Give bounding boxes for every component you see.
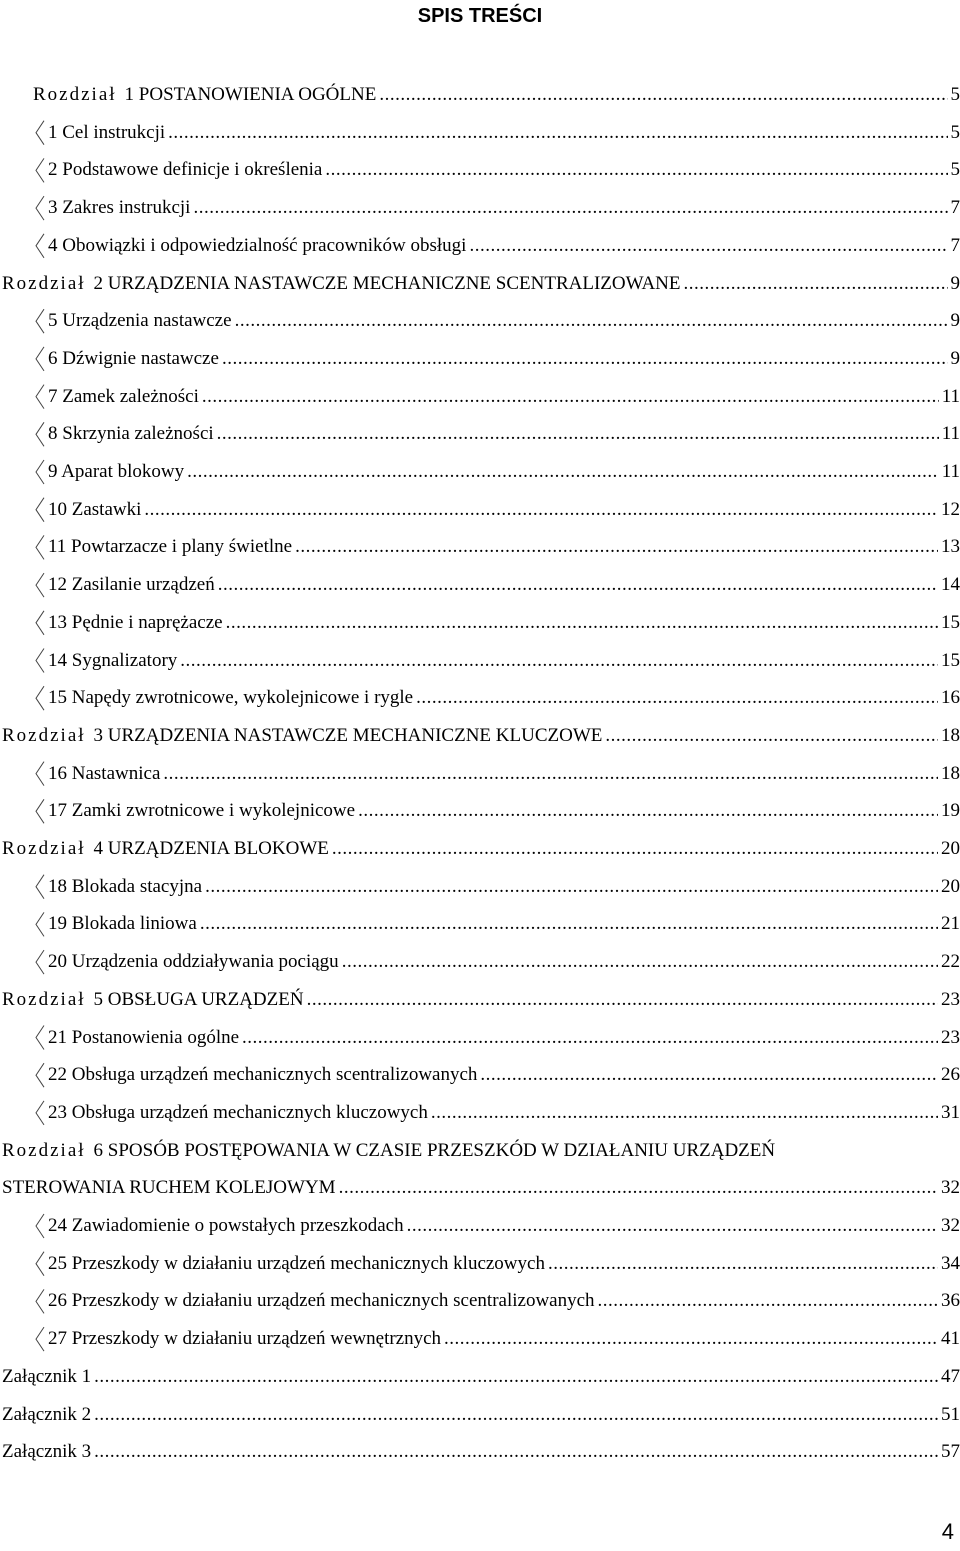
section-bracket-mark [36,309,44,333]
toc-chapter-entry[interactable] [2,830,960,868]
toc-section-entry[interactable] [48,642,960,680]
dot-leader [242,1027,938,1049]
chapter-title-continued: STEROWANIA RUCHEM KOLEJOWYM [2,1177,336,1199]
toc-section-entry[interactable] [48,227,960,265]
dot-leader [325,159,947,181]
section-bracket-mark [36,649,44,673]
entry-page-number: 18 [941,724,960,746]
entry-title: 12 Zasilanie urządzeń [48,574,215,596]
entry-page-number: 18 [941,762,960,784]
toc-section-entry[interactable] [48,151,960,189]
entry-page-number: 20 [941,875,960,897]
dot-leader [358,800,938,822]
entry-title: 1 Cel instrukcji [48,121,166,143]
dot-leader [444,1328,938,1350]
toc-section-entry[interactable] [48,491,960,529]
toc-section-entry[interactable] [48,340,960,378]
entry-page-number: 5 [950,84,960,105]
entry-page-number: 31 [941,1101,960,1123]
dot-leader [598,1290,938,1312]
dot-leader [469,235,947,257]
toc-section-entry[interactable] [48,189,960,227]
dot-leader [168,122,947,144]
chapter-word: Rozdział [2,838,86,859]
dot-leader [226,612,938,634]
chapter-word: Rozdział [2,272,86,294]
dot-leader [480,1064,938,1086]
section-bracket-mark [36,1252,44,1276]
toc-section-entry[interactable] [48,1320,960,1358]
dot-leader [307,989,938,1011]
entry-page-number: 13 [941,536,960,558]
section-bracket-mark [36,158,44,182]
entry-page-number: 9 [950,310,960,332]
entry-title: 5 Urządzenia nastawcze [48,310,232,332]
dot-leader [431,1102,938,1124]
section-bracket-mark [36,535,44,559]
section-bracket-mark [36,1026,44,1050]
dot-leader [218,574,938,596]
section-bracket-mark [36,1101,44,1125]
section-bracket-mark [36,686,44,710]
dot-leader [163,763,938,785]
entry-title: 11 Powtarzacze i plany świetlne [48,536,293,558]
dot-leader [548,1253,938,1275]
toc-section-entry[interactable] [48,943,960,981]
entry-title: 6 Dźwignie nastawcze [48,347,219,369]
entry-title: 14 Sygnalizatory [48,649,178,671]
toc-section-entry[interactable] [48,415,960,453]
chapter-title: Rozdział 2 URZĄDZENIA NASTAWCZE MECHANICZNE SCENTRALIZOWANE [2,272,681,294]
entry-page-number: 47 [941,1365,960,1387]
section-bracket-mark [36,762,44,786]
toc-section-entry[interactable] [48,1245,960,1283]
dot-leader [94,1441,938,1463]
toc-section-entry[interactable] [48,1207,960,1245]
entry-page-number: 36 [941,1290,960,1312]
toc-title: SPIS TREŚCI [417,5,543,27]
dot-leader [202,386,939,408]
toc-section-entry[interactable] [48,905,960,943]
entry-title: Załącznik 2 [2,1403,92,1425]
toc-chapter-entry[interactable] [2,717,960,755]
section-bracket-mark [36,611,44,635]
chapter-title: Rozdział 5 OBSŁUGA URZĄDZEŃ [2,988,304,1010]
entry-page-number: 15 [941,611,960,633]
entry-page-number: 26 [941,1064,960,1086]
entry-title: 21 Postanowienia ogólne [48,1026,240,1048]
entry-title: 7 Zamek zależności [48,385,199,407]
chapter-title: Rozdział 3 URZĄDZENIA NASTAWCZE MECHANICZNE KLUCZOWE [2,724,603,746]
dot-leader [379,84,947,106]
dot-leader [295,536,938,558]
entry-page-number: 23 [941,1026,960,1048]
entry-title: 23 Obsługa urządzeń mechanicznych kluczowych [48,1101,428,1123]
toc-chapter-heading-line [2,1132,960,1170]
entry-page-number: 7 [950,197,960,219]
section-bracket-mark [36,347,44,371]
dot-leader [217,423,939,445]
entry-title: 8 Skrzynia zależności [48,423,214,445]
toc-annex-entry[interactable] [2,1358,960,1396]
entry-title: 19 Blokada liniowa [48,913,197,935]
entry-title: 24 Zawiadomienie o powstałych przeszkodach [48,1215,404,1236]
section-bracket-mark [36,498,44,522]
section-bracket-mark [36,121,44,145]
entry-title: 15 Napędy zwrotnicowe, wykolejnicowe i rygle [48,687,414,709]
entry-title: 9 Aparat blokowy [48,461,185,482]
toc-section-entry[interactable] [48,604,960,642]
dot-leader [144,499,938,521]
chapter-title: 6 SPOSÓB POSTĘPOWANIA W CZASIE PRZESZKÓD W DZIAŁANIU URZĄDZEŃ [93,1139,776,1161]
entry-title: 27 Przeszkody w działaniu urządzeń wewnętrznych [48,1328,442,1350]
chapter-word: Rozdział [2,724,86,746]
entry-page-number: 32 [941,1215,960,1236]
toc-section-entry[interactable] [48,566,960,604]
entry-page-number: 15 [941,649,960,671]
dot-leader [205,876,938,898]
toc-section-entry[interactable] [48,1282,960,1320]
section-bracket-mark [36,460,44,484]
section-bracket-mark [36,950,44,974]
dot-leader [94,1404,938,1426]
toc-section-entry[interactable] [48,302,960,340]
section-bracket-mark [36,1214,44,1238]
entry-page-number: 5 [950,159,960,181]
dot-leader [605,725,938,747]
chapter-title: Rozdział 4 URZĄDZENIA BLOKOWE [2,838,329,859]
section-bracket-mark [36,875,44,899]
toc-section-entry[interactable] [48,1056,960,1094]
toc-section-entry[interactable] [48,453,960,491]
entry-title: 20 Urządzenia oddziaływania pociągu [48,951,339,973]
entry-title: Załącznik 1 [2,1365,92,1387]
entry-page-number: 19 [941,800,960,822]
entry-title: 3 Zakres instrukcji [48,197,191,219]
toc-chapter-entry[interactable] [2,265,960,303]
entry-page-number: 11 [941,423,960,445]
entry-title: 25 Przeszkody w działaniu urządzeń mechanicznych kluczowych [48,1252,545,1274]
entry-page-number: 11 [941,385,960,407]
entry-title: 16 Nastawnica [48,762,161,784]
entry-page-number: 20 [941,838,960,859]
entry-page-number: 9 [950,347,960,369]
dot-leader [339,1177,938,1199]
chapter-title: Rozdział 1 POSTANOWIENIA OGÓLNE [33,84,377,105]
entry-page-number: 21 [941,913,960,935]
section-bracket-mark [36,912,44,936]
section-bracket-mark [36,1063,44,1087]
dot-leader [342,951,938,973]
dot-leader [94,1366,938,1388]
entry-page-number: 14 [941,574,960,596]
toc-section-entry[interactable] [48,1094,960,1132]
dot-leader [332,838,938,860]
toc-annex-entry[interactable] [2,1433,960,1471]
entry-page-number: 7 [950,234,960,256]
dot-leader [684,273,948,295]
toc-annex-entry[interactable] [2,1396,960,1434]
dot-leader [200,913,938,935]
section-bracket-mark [36,196,44,220]
section-bracket-mark [36,799,44,823]
entry-page-number: 23 [941,988,960,1010]
section-bracket-mark [36,234,44,258]
entry-title: 18 Blokada stacyjna [48,875,203,897]
dot-leader [407,1215,938,1237]
toc-chapter-entry[interactable] [33,76,960,114]
toc-chapter-entry[interactable] [2,1169,960,1207]
section-bracket-mark [36,1327,44,1351]
entry-page-number: 22 [941,951,960,973]
toc-chapter-entry[interactable] [2,981,960,1019]
entry-page-number: 9 [950,272,960,294]
entry-title: 13 Pędnie i naprężacze [48,611,223,633]
toc-section-entry[interactable] [48,679,960,717]
entry-title: Załącznik 3 [2,1441,92,1463]
entry-page-number: 16 [941,687,960,709]
section-bracket-mark [36,422,44,446]
dot-leader [193,197,947,219]
entry-page-number: 11 [941,461,960,482]
entry-title: 4 Obowiązki i odpowiedzialność pracowników obsługi [48,234,467,256]
toc-section-entry[interactable] [48,528,960,566]
dot-leader [416,687,938,709]
toc-section-entry[interactable] [48,755,960,793]
entry-title: 10 Zastawki [48,498,142,520]
entry-page-number: 5 [950,121,960,143]
chapter-word: Rozdział [2,1139,86,1161]
entry-page-number: 12 [941,498,960,520]
entry-page-number: 41 [941,1328,960,1350]
entry-title: 22 Obsługa urządzeń mechanicznych scentralizowanych [48,1064,478,1086]
section-bracket-mark [36,385,44,409]
toc-section-entry[interactable] [48,378,960,416]
chapter-word: Rozdział [2,988,86,1010]
dot-leader [187,461,939,483]
page-number: 4 [941,1519,954,1544]
entry-page-number: 34 [941,1252,960,1274]
chapter-word: Rozdział [33,84,117,105]
section-bracket-mark [36,1289,44,1313]
entry-page-number: 32 [941,1177,960,1199]
entry-page-number: 57 [941,1441,960,1463]
toc-section-entry[interactable] [48,114,960,152]
toc-section-entry[interactable] [48,868,960,906]
dot-leader [235,310,948,332]
dot-leader [180,650,938,672]
toc-section-entry[interactable] [48,792,960,830]
entry-title: 2 Podstawowe definicje i określenia [48,159,323,181]
entry-page-number: 51 [941,1403,960,1425]
dot-leader [222,348,948,370]
section-bracket-mark [36,573,44,597]
toc-section-entry[interactable] [48,1019,960,1057]
entry-title: 26 Przeszkody w działaniu urządzeń mechanicznych scentralizowanych [48,1290,595,1312]
entry-title: 17 Zamki zwrotnicowe i wykolejnicowe [48,800,356,822]
